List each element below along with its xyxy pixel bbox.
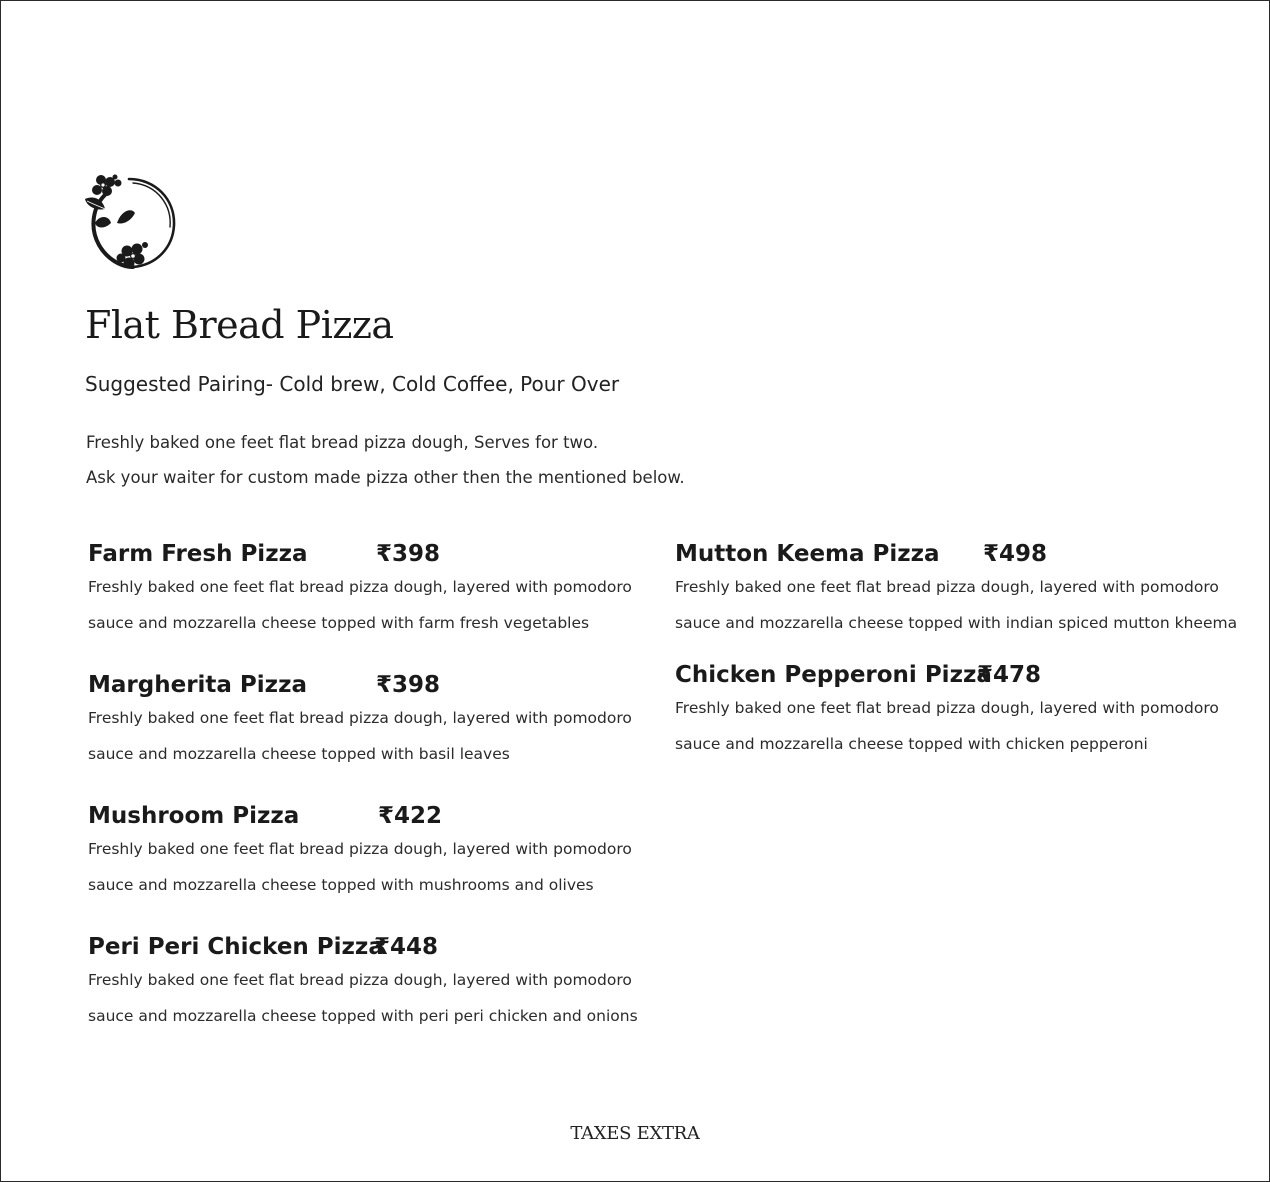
intro-text — [86, 431, 685, 501]
description-line: Freshly baked one feet flat bread pizza dough, layered with pomodoro — [88, 840, 632, 858]
item-name: Chicken Pepperoni Pizza — [675, 662, 992, 688]
description-line: Freshly baked one feet flat bread pizza dough, layered with pomodoro — [88, 578, 632, 596]
menu-item-mutton-keema-pizza — [675, 541, 1237, 647]
menu-item-mushroom-pizza — [88, 803, 632, 909]
menu-item-farm-fresh-pizza — [88, 541, 632, 647]
item-name: Margherita Pizza — [88, 672, 307, 698]
floral-wreath-icon — [77, 171, 181, 275]
item-price: ₹498 — [983, 541, 1048, 567]
description-line: Freshly baked one feet flat bread pizza dough, layered with pomodoro — [675, 578, 1219, 596]
item-name: Mushroom Pizza — [88, 803, 300, 829]
description-line: sauce and mozzarella cheese topped with indian spiced mutton kheema — [675, 614, 1238, 632]
description-line: Freshly baked one feet flat bread pizza dough, layered with pomodoro — [675, 699, 1219, 717]
item-description — [88, 706, 632, 778]
intro-line: Ask your waiter for custom made pizza other then the mentioned below. — [86, 468, 685, 487]
item-price: ₹422 — [378, 803, 443, 829]
taxes-note: TAXES EXTRA — [570, 1123, 700, 1144]
item-name: Peri Peri Chicken Pizza — [88, 934, 384, 960]
intro-line: Freshly baked one feet flat bread pizza dough, Serves for two. — [86, 433, 599, 452]
item-description — [675, 575, 1237, 647]
page-title: Flat Bread Pizza — [85, 303, 394, 347]
description-line: sauce and mozzarella cheese topped with mushrooms and olives — [88, 876, 594, 894]
menu-item-chicken-pepperoni-pizza — [675, 662, 1219, 768]
description-line: sauce and mozzarella cheese topped with farm fresh vegetables — [88, 614, 590, 632]
description-line: Freshly baked one feet flat bread pizza dough, layered with pomodoro — [88, 709, 632, 727]
menu-item-margherita-pizza — [88, 672, 632, 778]
item-description — [675, 696, 1219, 768]
menu-item-peri-peri-chicken-pizza — [88, 934, 638, 1040]
item-price: ₹478 — [977, 662, 1042, 688]
item-description — [88, 968, 638, 1040]
description-line: sauce and mozzarella cheese topped with basil leaves — [88, 745, 510, 763]
item-name: Mutton Keema Pizza — [675, 541, 940, 567]
description-line: sauce and mozzarella cheese topped with chicken pepperoni — [675, 735, 1148, 753]
description-line: Freshly baked one feet flat bread pizza dough, layered with pomodoro — [88, 971, 632, 989]
item-name: Farm Fresh Pizza — [88, 541, 308, 567]
description-line: sauce and mozzarella cheese topped with peri peri chicken and onions — [88, 1007, 638, 1025]
suggested-pairing: Suggested Pairing- Cold brew, Cold Coffee, Pour Over — [85, 372, 620, 396]
item-description — [88, 837, 632, 909]
item-price: ₹398 — [376, 541, 441, 567]
item-price: ₹398 — [376, 672, 441, 698]
item-price: ₹448 — [374, 934, 439, 960]
item-description — [88, 575, 632, 647]
